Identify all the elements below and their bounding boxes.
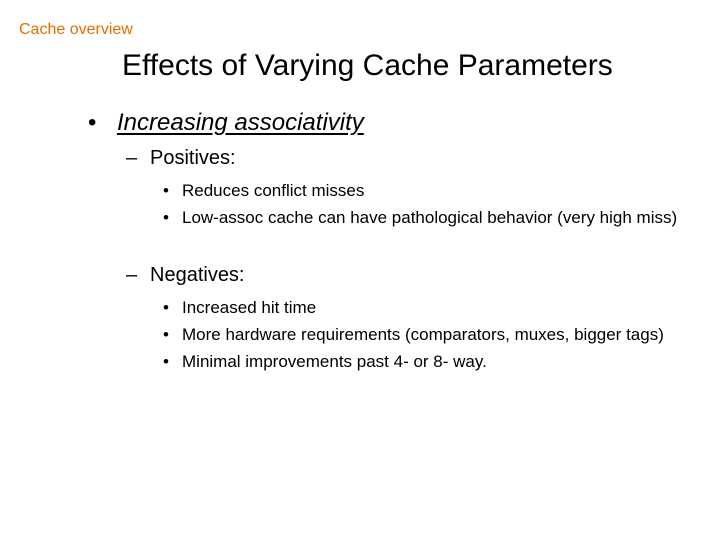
bullet-mark: • <box>163 208 169 227</box>
main-bullet <box>88 108 364 138</box>
positives-heading-text: Positives: <box>150 147 236 169</box>
positives-item-text: Reduces conflict misses <box>182 181 365 200</box>
bullet-mark: • <box>88 109 97 136</box>
negatives-item-text: Increased hit time <box>182 298 317 317</box>
bullet-mark: • <box>163 298 169 317</box>
dash-mark: – <box>126 147 138 169</box>
positives-item <box>163 179 683 202</box>
section-label: Cache overview <box>19 21 133 38</box>
negatives-item <box>163 296 683 319</box>
negatives-list <box>163 296 683 377</box>
main-bullet-text: Increasing associativity <box>117 109 364 136</box>
bullet-mark: • <box>163 352 169 371</box>
negatives-heading <box>126 262 245 288</box>
negatives-item <box>163 323 683 346</box>
negatives-item <box>163 350 683 373</box>
positives-list <box>163 179 683 233</box>
bullet-mark: • <box>163 181 169 200</box>
positives-item-text: Low-assoc cache can have pathological behavior (very high miss) <box>182 208 678 227</box>
bullet-mark: • <box>163 325 169 344</box>
negatives-heading-text: Negatives: <box>150 264 245 286</box>
slide-title: Effects of Varying Cache Parameters <box>122 49 613 82</box>
negatives-item-text: More hardware requirements (comparators, muxes, bigger tags) <box>182 325 664 344</box>
positives-item <box>163 206 683 229</box>
dash-mark: – <box>126 264 138 286</box>
positives-heading <box>126 145 236 171</box>
negatives-item-text: Minimal improvements past 4- or 8- way. <box>182 352 487 371</box>
